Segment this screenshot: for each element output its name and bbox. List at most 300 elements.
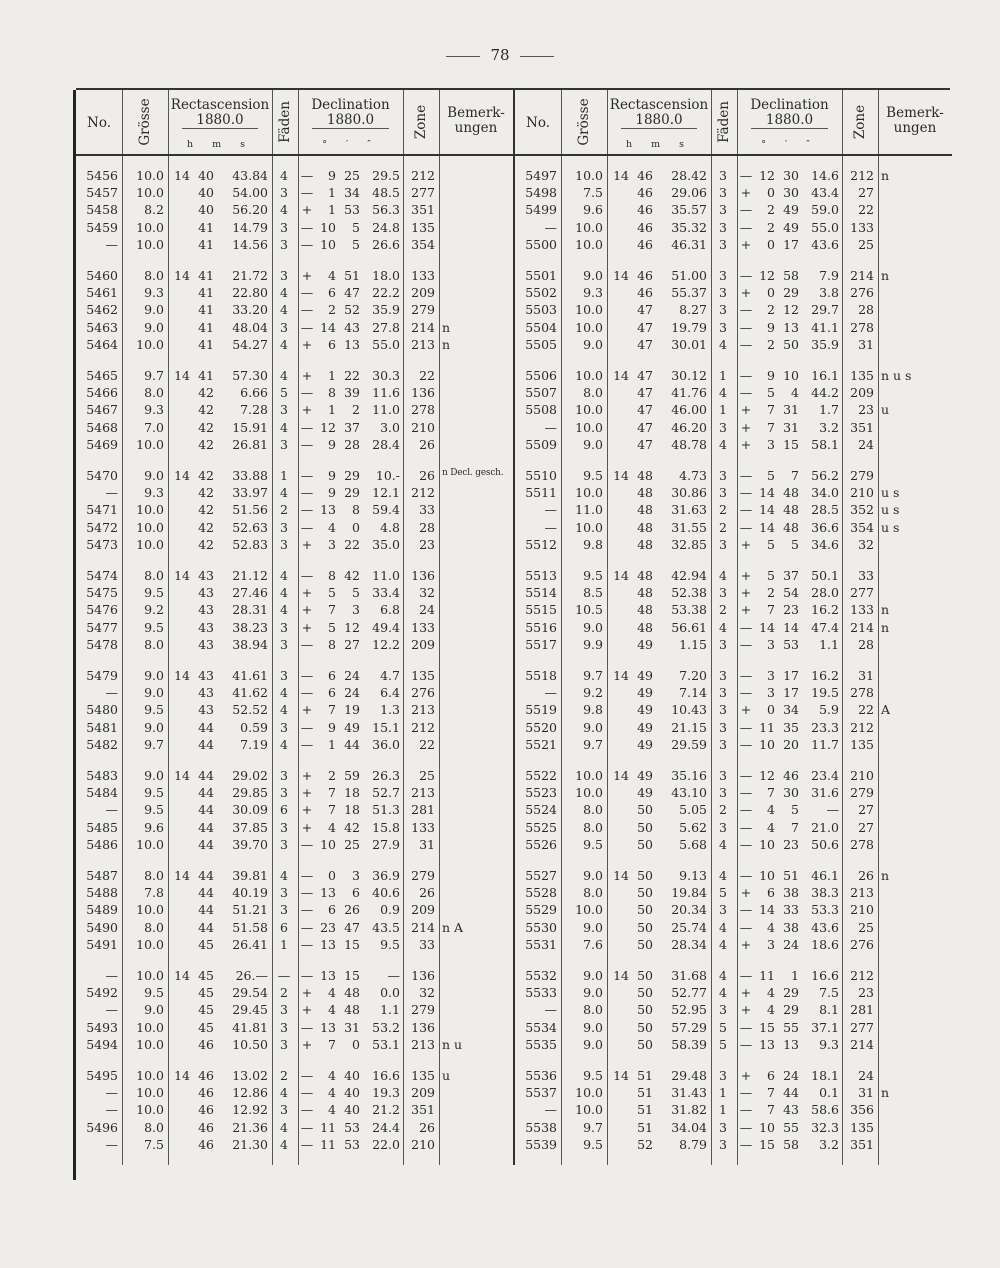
cell-dec-deg: 12 — [759, 168, 775, 183]
cell-ra-s: 7.20 — [679, 668, 707, 683]
header-zone: Zone — [852, 104, 868, 140]
cell-dec-min: 13 — [783, 1036, 799, 1052]
cell-no: 5487 — [86, 868, 118, 883]
cell-dec-deg: 7 — [767, 402, 775, 418]
cell-dec-sign: — — [739, 768, 753, 783]
cell-zone: 281 — [850, 1002, 874, 1018]
cell-groesse: 7.8 — [144, 885, 164, 901]
cell-ra-s: 29.54 — [232, 985, 268, 1001]
cell-dec-sign: + — [740, 536, 752, 552]
cell-zone: 276 — [850, 285, 874, 301]
cell-ra-s: 21.36 — [232, 1119, 268, 1135]
header-no: No. — [526, 115, 550, 131]
cell-dec-sec: 8.1 — [819, 1002, 839, 1018]
cell-dec-sec: 49.4 — [372, 619, 400, 635]
cell-zone: 22 — [858, 202, 874, 218]
cell-dec-sign: — — [300, 385, 314, 401]
cell-dec-sign: — — [300, 1119, 314, 1135]
cell-no: 5535 — [525, 1036, 557, 1052]
cell-ra-m: 40 — [198, 168, 214, 183]
cell-ra-s: 40.19 — [232, 885, 268, 901]
cell-faeden: 3 — [719, 468, 727, 483]
table-row — [515, 320, 952, 338]
cell-dec-min: 12 — [344, 619, 360, 635]
cell-no: 5471 — [86, 502, 118, 518]
cell-groesse: 9.0 — [583, 968, 603, 983]
cell-faeden: 6 — [280, 802, 288, 818]
cell-dec-deg: 3 — [767, 668, 775, 683]
cell-dec-min: 58 — [783, 1136, 799, 1152]
cell-dec-deg: 5 — [328, 619, 336, 635]
cell-dec-deg: 1 — [328, 368, 336, 383]
cell-ra-s: 38.23 — [232, 619, 268, 635]
cell-dec-deg: 4 — [328, 1002, 336, 1018]
cell-groesse: 10.0 — [575, 168, 603, 183]
cell-dec-deg: 13 — [320, 1019, 336, 1035]
cell-groesse: 9.0 — [583, 336, 603, 352]
cell-faeden: 2 — [280, 985, 288, 1001]
cell-groesse: 10.5 — [575, 602, 603, 618]
cell-ra-m: 49 — [637, 685, 653, 701]
cell-dec-sec: 26.6 — [372, 236, 400, 252]
cell-dec-min: 12 — [783, 302, 799, 318]
cell-no: 5489 — [86, 902, 118, 918]
cell-faeden: 4 — [719, 385, 727, 401]
cell-dec-min: 10 — [783, 368, 799, 383]
cell-zone: 25 — [419, 768, 435, 783]
cell-dec-sign: + — [301, 1036, 313, 1052]
cell-zone: 210 — [411, 419, 435, 435]
cell-dec-sec: 43.6 — [811, 919, 839, 935]
cell-groesse: 10.0 — [575, 768, 603, 783]
cell-dec-sign: + — [301, 619, 313, 635]
table-row — [515, 885, 952, 903]
cell-dec-sign: — — [300, 185, 314, 201]
table-row — [76, 585, 513, 603]
cell-dec-sign: — — [739, 836, 753, 852]
cell-zone: 28 — [858, 302, 874, 318]
cell-zone: 32 — [419, 985, 435, 1001]
cell-dec-deg: 10 — [759, 836, 775, 852]
cell-dec-sign: + — [740, 885, 752, 901]
cell-groesse: 9.5 — [583, 468, 603, 483]
cell-ra-s: 20.34 — [671, 902, 707, 918]
cell-dec-sec: 29.5 — [372, 168, 400, 183]
table-row — [76, 202, 513, 220]
cell-ra-m: 41 — [198, 319, 214, 335]
cell-ra-m: 44 — [198, 785, 214, 801]
cell-ra-s: 4.73 — [679, 468, 707, 483]
cell-dec-sec: 15.8 — [372, 819, 400, 835]
cell-dec-sec: 40.6 — [372, 885, 400, 901]
cell-faeden: 3 — [280, 436, 288, 452]
cell-groesse: 9.0 — [583, 436, 603, 452]
cell-groesse: 9.5 — [144, 785, 164, 801]
table-row — [515, 602, 952, 620]
cell-ra-h: 14 — [174, 868, 190, 883]
cell-zone: 279 — [411, 302, 435, 318]
cell-dec-deg: 2 — [767, 202, 775, 218]
cell-ra-m: 51 — [637, 1102, 653, 1118]
cell-dec-min: 18 — [344, 802, 360, 818]
cell-zone: 133 — [411, 268, 435, 283]
cell-dec-sign: + — [740, 185, 752, 201]
cell-no: 5507 — [525, 385, 557, 401]
cell-faeden: 3 — [719, 668, 727, 683]
cell-faeden: 3 — [280, 185, 288, 201]
cell-ra-m: 44 — [198, 919, 214, 935]
cell-no: 5515 — [525, 602, 557, 618]
cell-faeden: 4 — [280, 568, 288, 583]
cell-dec-sign: + — [740, 936, 752, 952]
cell-dec-sec: 51.3 — [372, 802, 400, 818]
cell-faeden: 4 — [280, 1136, 288, 1152]
cell-dec-sign: — — [300, 1068, 314, 1083]
cell-no: 5460 — [86, 268, 118, 283]
cell-no: 5459 — [86, 219, 118, 235]
cell-dec-deg: 6 — [328, 285, 336, 301]
cell-ra-s: 14.56 — [232, 236, 268, 252]
cell-bemerkungen: u — [881, 402, 890, 418]
table-row — [76, 485, 513, 503]
table-row — [515, 785, 952, 803]
cell-dec-min: 17 — [783, 685, 799, 701]
cell-dec-sec: 11.7 — [811, 736, 839, 752]
cell-zone: 135 — [411, 1068, 435, 1083]
cell-dec-sign: + — [740, 285, 752, 301]
cell-faeden: 4 — [280, 585, 288, 601]
table-row — [515, 202, 952, 220]
table-row — [515, 220, 952, 238]
cell-groesse: 9.8 — [583, 702, 603, 718]
cell-no: 5510 — [525, 468, 557, 483]
cell-faeden: 4 — [280, 602, 288, 618]
cell-zone: 31 — [858, 336, 874, 352]
cell-dec-sec: 48.5 — [372, 185, 400, 201]
cell-ra-m: 44 — [198, 736, 214, 752]
cell-ra-m: 43 — [198, 619, 214, 635]
cell-dec-sign: — — [739, 468, 753, 483]
cell-ra-s: 48.04 — [232, 319, 268, 335]
cell-ra-h: 14 — [613, 568, 629, 583]
table-row — [76, 702, 513, 720]
cell-dec-sign: — — [300, 1019, 314, 1035]
cell-zone: 26 — [419, 436, 435, 452]
cell-dec-deg: 6 — [328, 685, 336, 701]
cell-faeden: 3 — [719, 585, 727, 601]
cell-groesse: 8.0 — [144, 268, 164, 283]
cell-dec-sign: + — [301, 785, 313, 801]
cell-ra-s: 43.84 — [232, 168, 268, 183]
cell-faeden: 3 — [719, 702, 727, 718]
cell-dec-deg: 4 — [767, 985, 775, 1001]
cell-faeden: 3 — [719, 185, 727, 201]
cell-dec-deg: 9 — [328, 719, 336, 735]
table-row — [515, 168, 952, 186]
cell-no: 5514 — [525, 585, 557, 601]
cell-zone: 22 — [419, 368, 435, 383]
table-row — [515, 1102, 952, 1120]
cell-dec-sec: 53.2 — [372, 1019, 400, 1035]
cell-ra-s: 22.80 — [232, 285, 268, 301]
cell-zone: 32 — [858, 536, 874, 552]
cell-zone: 209 — [411, 285, 435, 301]
cell-ra-s: 9.13 — [679, 868, 707, 883]
cell-dec-sec: 19.5 — [811, 685, 839, 701]
cell-dec-sec: 9.5 — [380, 936, 400, 952]
cell-ra-s: 7.19 — [240, 736, 268, 752]
cell-dec-min: 44 — [783, 1085, 799, 1101]
table-row — [76, 637, 513, 655]
cell-dec-sign: — — [739, 685, 753, 701]
cell-ra-s: 52.52 — [232, 702, 268, 718]
cell-groesse: 10.0 — [136, 902, 164, 918]
cell-zone: 133 — [850, 602, 874, 618]
cell-ra-m: 46 — [637, 236, 653, 252]
cell-ra-s: 41.76 — [671, 385, 707, 401]
cell-dec-sec: 9.3 — [819, 1036, 839, 1052]
cell-dec-min: 47 — [344, 919, 360, 935]
cell-dec-sec: 23.4 — [811, 768, 839, 783]
cell-ra-s: 25.74 — [671, 919, 707, 935]
cell-dec-min: 25 — [344, 168, 360, 183]
cell-groesse: 9.5 — [583, 568, 603, 583]
cell-ra-m: 50 — [637, 1036, 653, 1052]
cell-groesse: 9.0 — [583, 919, 603, 935]
cell-faeden: 5 — [719, 885, 727, 901]
cell-dec-min: 22 — [344, 368, 360, 383]
cell-zone: 135 — [411, 668, 435, 683]
cell-dec-sec: 35.9 — [372, 302, 400, 318]
cell-dec-sign: — — [739, 785, 753, 801]
cell-ra-s: 39.70 — [232, 836, 268, 852]
cell-dec-deg: 13 — [320, 502, 336, 518]
cell-dec-deg: 1 — [328, 185, 336, 201]
cell-ra-s: 21.12 — [232, 568, 268, 583]
cell-zone: 281 — [411, 802, 435, 818]
cell-faeden: 3 — [719, 636, 727, 652]
cell-dec-deg: 4 — [328, 519, 336, 535]
cell-dec-deg: 14 — [759, 519, 775, 535]
cell-dec-sign: — — [300, 568, 314, 583]
cell-dec-min: 7 — [791, 819, 799, 835]
table-row — [76, 902, 513, 920]
header-rule — [76, 154, 513, 156]
cell-faeden: 4 — [719, 836, 727, 852]
cell-ra-s: 30.09 — [232, 802, 268, 818]
cell-zone: 136 — [411, 568, 435, 583]
cell-dec-sign: — — [739, 219, 753, 235]
cell-ra-m: 43 — [198, 636, 214, 652]
cell-dec-min: 48 — [344, 985, 360, 1001]
cell-dec-deg: 1 — [328, 736, 336, 752]
cell-dec-deg: 13 — [320, 936, 336, 952]
cell-ra-s: 51.00 — [671, 268, 707, 283]
cell-zone: 214 — [411, 319, 435, 335]
header-bem-line2: ungen — [893, 120, 937, 136]
cell-dec-min: 4 — [791, 385, 799, 401]
cell-dec-min: 54 — [783, 585, 799, 601]
table-row — [76, 668, 513, 686]
cell-dec-sec: 21.2 — [372, 1102, 400, 1118]
cell-dec-deg: 3 — [767, 436, 775, 452]
cell-dec-deg: 5 — [767, 468, 775, 483]
cell-ra-s: 35.32 — [671, 219, 707, 235]
table-row — [515, 268, 952, 286]
cell-faeden: 3 — [719, 1002, 727, 1018]
cell-dec-sign: — — [739, 268, 753, 283]
table-row — [76, 837, 513, 855]
cell-faeden: 2 — [280, 1068, 288, 1083]
cell-groesse: 9.5 — [583, 1136, 603, 1152]
cell-dec-sec: 41.1 — [811, 319, 839, 335]
cell-ra-s: 35.16 — [671, 768, 707, 783]
cell-faeden: 3 — [719, 1119, 727, 1135]
cell-zone: 278 — [850, 685, 874, 701]
cell-dec-sec: 43.6 — [811, 236, 839, 252]
cell-dec-sec: 23.3 — [811, 719, 839, 735]
cell-no: 5483 — [86, 768, 118, 783]
cell-faeden: 4 — [280, 302, 288, 318]
cell-ra-s: 29.85 — [232, 785, 268, 801]
cell-ra-s: 46.00 — [671, 402, 707, 418]
cell-dec-min: 0 — [352, 1036, 360, 1052]
cell-zone: 27 — [858, 802, 874, 818]
cell-dec-min: 28 — [344, 436, 360, 452]
cell-groesse: 10.0 — [575, 219, 603, 235]
table-row — [515, 837, 952, 855]
cell-dec-min: 51 — [344, 268, 360, 283]
cell-no: 5534 — [525, 1019, 557, 1035]
cell-ra-m: 46 — [637, 185, 653, 201]
cell-groesse: 9.5 — [144, 802, 164, 818]
cell-ra-m: 45 — [198, 1002, 214, 1018]
cell-dec-sign: + — [740, 702, 752, 718]
cell-zone: 33 — [419, 502, 435, 518]
cell-groesse: 9.0 — [583, 868, 603, 883]
cell-groesse: 9.3 — [583, 285, 603, 301]
cell-dec-min: 46 — [783, 768, 799, 783]
cell-no: 5493 — [86, 1019, 118, 1035]
cell-dec-deg: 15 — [759, 1136, 775, 1152]
cell-dec-sec: 3.0 — [380, 419, 400, 435]
cell-zone: 279 — [850, 468, 874, 483]
cell-no: 5486 — [86, 836, 118, 852]
cell-zone: 27 — [858, 185, 874, 201]
table-row — [76, 1002, 513, 1020]
cell-dec-sec: 3.2 — [819, 419, 839, 435]
cell-bemerkungen: u s — [881, 519, 900, 535]
cell-faeden: 3 — [719, 219, 727, 235]
cell-ra-s: 52.83 — [232, 536, 268, 552]
cell-dec-deg: 4 — [328, 1085, 336, 1101]
cell-no: 5464 — [86, 336, 118, 352]
cell-ra-s: 30.01 — [671, 336, 707, 352]
cell-faeden: 3 — [719, 1136, 727, 1152]
cell-no: 5504 — [525, 319, 557, 335]
cell-ra-s: 54.00 — [232, 185, 268, 201]
cell-ra-s: 5.62 — [679, 819, 707, 835]
cell-dec-sec: 34.6 — [811, 536, 839, 552]
cell-dec-sec: 53.1 — [372, 1036, 400, 1052]
cell-no: 5496 — [86, 1119, 118, 1135]
cell-dec-min: 38 — [783, 919, 799, 935]
cell-groesse: 9.0 — [144, 302, 164, 318]
cell-groesse: 7.0 — [144, 419, 164, 435]
cell-groesse: 9.0 — [583, 268, 603, 283]
cell-dec-deg: 4 — [767, 819, 775, 835]
cell-dec-sign: — — [300, 868, 314, 883]
cell-dec-sec: 29.7 — [811, 302, 839, 318]
cell-dec-min: 7 — [791, 468, 799, 483]
cell-dec-deg: 3 — [767, 636, 775, 652]
header-bemerkungen — [439, 106, 513, 168]
cell-ra-s: 51.56 — [232, 502, 268, 518]
cell-ra-h: 14 — [174, 768, 190, 783]
cell-zone: 279 — [411, 1002, 435, 1018]
cell-ra-s: 56.61 — [671, 619, 707, 635]
table-row — [515, 585, 952, 603]
cell-zone: 22 — [858, 702, 874, 718]
cell-no: 5505 — [525, 336, 557, 352]
cell-ra-m: 47 — [637, 302, 653, 318]
cell-no: 5499 — [525, 202, 557, 218]
cell-dec-min: 31 — [344, 1019, 360, 1035]
cell-dec-min: 53 — [344, 1136, 360, 1152]
cell-ra-m: 51 — [637, 1119, 653, 1135]
cell-ra-h: 14 — [613, 168, 629, 183]
cell-no: 5517 — [525, 636, 557, 652]
cell-dec-sign: + — [740, 568, 752, 583]
cell-dec-sign: — — [300, 285, 314, 301]
cell-dec-sec: 35.0 — [372, 536, 400, 552]
table-row — [76, 1037, 513, 1055]
cell-ra-m: 49 — [637, 702, 653, 718]
cell-zone: 136 — [411, 1019, 435, 1035]
cell-ra-m: 46 — [637, 168, 653, 183]
cell-faeden: 3 — [280, 619, 288, 635]
cell-groesse: 8.0 — [583, 1002, 603, 1018]
cell-groesse: 7.6 — [583, 936, 603, 952]
cell-ra-s: 56.20 — [232, 202, 268, 218]
table-row — [515, 920, 952, 938]
cell-dec-deg: 6 — [328, 336, 336, 352]
cell-groesse: 9.0 — [144, 319, 164, 335]
cell-groesse: 9.5 — [583, 1068, 603, 1083]
table-row — [515, 985, 952, 1003]
cell-no: 5538 — [525, 1119, 557, 1135]
cell-ra-h: 14 — [174, 168, 190, 183]
cell-groesse: 9.0 — [144, 719, 164, 735]
cell-ra-m: 41 — [198, 268, 214, 283]
table-row — [515, 768, 952, 786]
header-rectascension — [607, 98, 711, 160]
cell-dec-sec: 4.8 — [380, 519, 400, 535]
cell-faeden: 4 — [280, 285, 288, 301]
cell-dec-min: 31 — [783, 419, 799, 435]
cell-zone: 278 — [411, 402, 435, 418]
cell-groesse: 10.0 — [136, 168, 164, 183]
cell-dec-min: 31 — [783, 402, 799, 418]
cell-groesse: 9.0 — [144, 768, 164, 783]
cell-faeden: 3 — [719, 1068, 727, 1083]
cell-zone: 277 — [850, 585, 874, 601]
cell-faeden: 4 — [280, 685, 288, 701]
cell-dec-sign: — — [300, 968, 314, 983]
cell-zone: 28 — [419, 519, 435, 535]
cell-faeden: 2 — [719, 802, 727, 818]
table-row — [515, 737, 952, 755]
